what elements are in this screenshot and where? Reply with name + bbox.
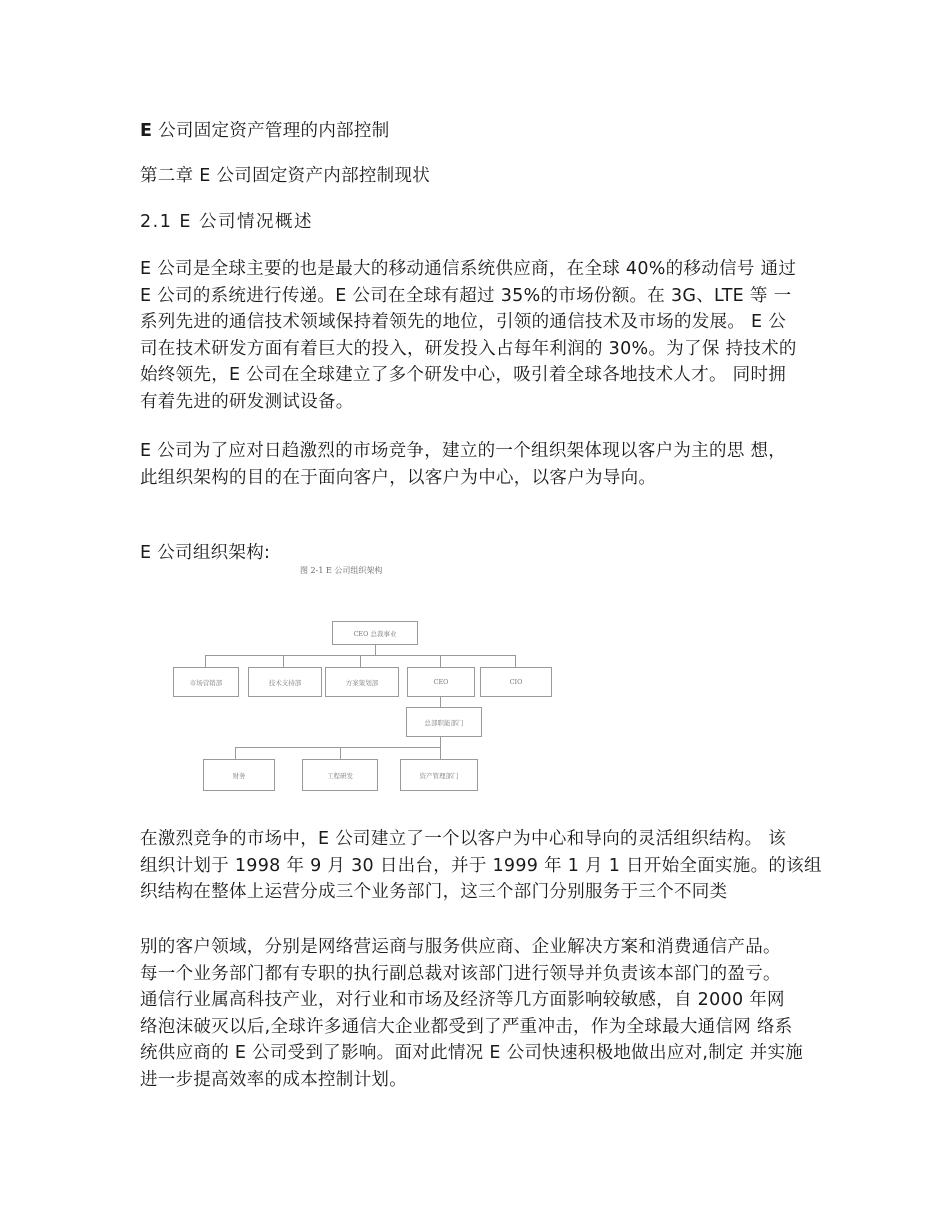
- text-line: 始终领先，E 公司在全球建立了多个研发中心，吸引着全球各地技术人才。 同时拥: [140, 365, 787, 385]
- text-line: 进一步提高效率的成本控制计划。: [140, 1069, 407, 1090]
- paragraph-business-units: [140, 934, 820, 1093]
- org-box-top: CEO 总裁事业: [332, 621, 418, 645]
- text-line: 组织计划于 1998 年 9 月 30 日出台，并于 1999 年 1 月 1 日开始全面实施。的该组: [140, 855, 822, 876]
- paragraph-org-purpose: [140, 438, 820, 491]
- text-line: 在激烈竞争的市场中，E 公司建立了一个以客户为中心和导向的灵活组织结构。 该: [140, 829, 787, 849]
- org-box: CEO: [407, 667, 475, 697]
- text-line: 每一个业务部门都有专职的执行副总裁对该部门进行领导并负责该本部门的盈亏。: [140, 963, 781, 984]
- text-line: 统供应商的 E 公司受到了影响。面对此情况 E 公司快速积极地做出应对,制定 并实施: [140, 1043, 804, 1063]
- text-line: 织结构在整体上运营分成三个业务部门，这三个部门分别服务于三个不同类: [140, 882, 728, 902]
- text-line: E 公司是全球主要的也是最大的移动通信系统供应商，在全球 40%的移动信号 通过: [140, 259, 797, 279]
- org-box: 市场营销部: [173, 667, 239, 697]
- document-title: E 公司固定资产管理的内部控制: [140, 121, 390, 141]
- text-line: 通信行业属高科技产业，对行业和市场及经济等几方面影响较敏感，自 2000 年网: [140, 990, 785, 1010]
- org-box: CIO: [480, 667, 552, 697]
- chapter-heading: 第二章 E 公司固定资产内部控制现状: [140, 166, 431, 186]
- text-line: 系列先进的通信技术领域保持着领先的地位，引领的通信技术及市场的发展。 E 公: [140, 312, 787, 332]
- paragraph-company-overview: [140, 256, 820, 415]
- text-line: E 公司的系统进行传递。E 公司在全球有超过 35%的市场份额。在 3G、LTE 等 一: [140, 285, 792, 306]
- org-box: 资产管理部门: [400, 759, 478, 791]
- text-line: 此组织架构的目的在于面向客户，以客户为中心，以客户为导向。: [140, 467, 657, 488]
- paragraph-org-structure: [140, 826, 820, 906]
- org-box-mid: 总部职能部门: [406, 707, 482, 737]
- org-box: 方案策划部: [325, 667, 399, 697]
- text-line: 络泡沫破灭以后,全球许多通信大企业都受到了严重冲击，作为全球最大通信网 络系: [140, 1016, 793, 1037]
- org-box: 技术支持部: [248, 667, 322, 697]
- org-box: 财务: [203, 759, 275, 791]
- text-line: E 公司为了应对日趋激烈的市场竞争，建立的一个组织架体现以客户为主的思 想，: [140, 441, 787, 461]
- org-box: 工程研发: [302, 759, 378, 791]
- figure-caption: 图 2-1 E 公司组织架构: [300, 566, 383, 575]
- text-line: 司在技术研发方面有着巨大的投入，研发投入占每年利润的 30%。为了保 持技术的: [140, 338, 797, 359]
- text-line: 有着先进的研发测试设备。: [140, 391, 354, 412]
- org-chart-label: E 公司组织架构:: [140, 543, 271, 563]
- org-chart-figure: [170, 555, 560, 800]
- section-heading: 2.1 E 公司情况概述: [140, 212, 314, 232]
- text-line: 别的客户领域，分别是网络营运商与服务供应商、企业解决方案和消费通信产品。: [140, 937, 781, 957]
